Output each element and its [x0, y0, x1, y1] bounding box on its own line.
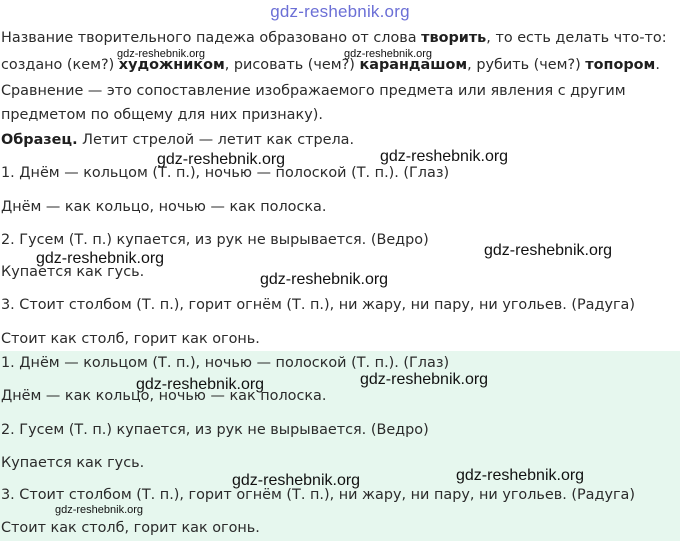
watermark: gdz-reshebnik.org [55, 504, 144, 516]
theory-text: , то есть делать что-то: [486, 30, 667, 46]
watermark: gdz-reshebnik.org [344, 48, 433, 60]
example-text: Летит стрелой — летит как стрела. [77, 132, 355, 148]
watermark: gdz-reshebnik.org [232, 472, 361, 489]
bold-word: художником [118, 57, 225, 73]
watermark: gdz-reshebnik.org [456, 467, 585, 484]
answer-sentence-3: 3. Стоит столбом (Т. п.), горит огнём (Т. п.), ни жару, ни пару, ни угольев. (Радуга) [1, 487, 635, 503]
theory-line-4: предметом по общему для них признаку). [1, 107, 323, 123]
theory-line-1 [1, 30, 667, 46]
answer-answer-2: Купается как гусь. [1, 455, 145, 471]
bold-word: карандашом [359, 57, 468, 73]
watermark: gdz-reshebnik.org [117, 48, 206, 60]
exercise-sentence-1: 1. Днём — кольцом (Т. п.), ночью — полоской (Т. п.). (Глаз) [1, 165, 450, 181]
theory-text: , рисовать (чем?) [224, 57, 360, 73]
site-header [0, 0, 680, 24]
answer-answer-1: Днём — как кольцо, ночью — как полоска. [1, 388, 327, 404]
theory-text: создано (кем?) [1, 57, 119, 73]
exercise-answer-1: Днём — как кольцо, ночью — как полоска. [1, 199, 327, 215]
example-line [1, 132, 354, 148]
theory-text: , рубить (чем?) [467, 57, 586, 73]
theory-text: . [655, 57, 660, 73]
site-title[interactable]: gdz-reshebnik.org [270, 2, 410, 21]
watermark: gdz-reshebnik.org [136, 376, 265, 393]
exercise-sentence-2: 2. Гусем (Т. п.) купается, из рук не вырывается. (Ведро) [1, 232, 429, 248]
theory-text: Название творительного падежа образовано от слова [1, 30, 422, 46]
theory-line-2 [1, 57, 660, 73]
theory-line-3: Сравнение — это сопоставление изображаемого предмета или явления с другим [1, 83, 626, 99]
bold-word: творить [421, 30, 487, 46]
example-label: Образец. [1, 132, 78, 148]
answer-answer-3: Стоит как столб, горит как огонь. [1, 520, 260, 536]
exercise-answer-3: Стоит как столб, горит как огонь. [1, 331, 260, 347]
watermark: gdz-reshebnik.org [36, 250, 165, 267]
watermark: gdz-reshebnik.org [157, 151, 286, 168]
answer-sentence-1: 1. Днём — кольцом (Т. п.), ночью — полоской (Т. п.). (Глаз) [1, 355, 450, 371]
watermark: gdz-reshebnik.org [260, 271, 389, 288]
watermark: gdz-reshebnik.org [360, 371, 489, 388]
bold-word: топором [585, 57, 656, 73]
exercise-answer-2: Купается как гусь. [1, 264, 145, 280]
watermark: gdz-reshebnik.org [380, 148, 509, 165]
exercise-sentence-3: 3. Стоит столбом (Т. п.), горит огнём (Т. п.), ни жару, ни пару, ни угольев. (Радуга) [1, 297, 635, 313]
watermark: gdz-reshebnik.org [484, 242, 613, 259]
answer-sentence-2: 2. Гусем (Т. п.) купается, из рук не вырывается. (Ведро) [1, 422, 429, 438]
